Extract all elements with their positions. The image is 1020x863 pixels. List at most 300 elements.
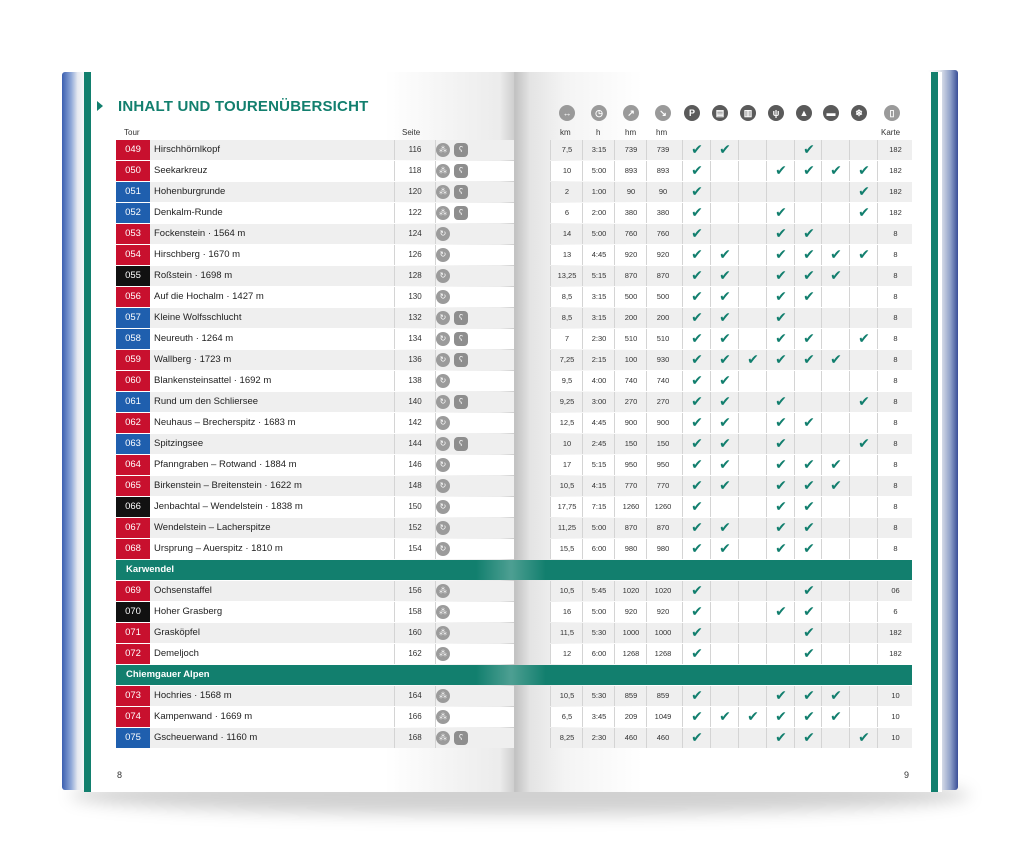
hiker-icon: ⁂ — [436, 206, 450, 220]
tour-page: 146 — [394, 455, 436, 475]
tour-number: 073 — [116, 686, 150, 706]
hiker-icon: ⁂ — [436, 143, 450, 157]
table-row — [116, 329, 912, 349]
map-icon: ▯ — [884, 105, 900, 121]
feature-check — [821, 644, 850, 664]
tour-name: Hirschberg · 1670 m — [154, 249, 241, 260]
feature-check: ✔ — [682, 245, 711, 265]
bear-icon: ʕ — [454, 206, 468, 220]
tour-hours: 5:00 — [582, 518, 615, 538]
table-row — [116, 287, 912, 307]
feature-check — [738, 602, 767, 622]
tour-km: 8,5 — [550, 308, 583, 328]
round-tour-icon: ↻ — [436, 542, 450, 556]
tour-ascent: 380 — [614, 203, 647, 223]
feature-check: ✔ — [682, 707, 711, 727]
tour-ascent: 150 — [614, 434, 647, 454]
tour-descent: 380 — [646, 203, 679, 223]
round-tour-icon: ↻ — [436, 332, 450, 346]
bear-icon: ʕ — [454, 185, 468, 199]
table-row — [116, 161, 912, 181]
clock-icon: ◷ — [591, 105, 607, 121]
round-tour-icon: ↻ — [436, 353, 450, 367]
feature-check: ✔ — [766, 161, 795, 181]
tour-map: 10 — [877, 686, 913, 706]
feature-check: ✔ — [849, 203, 878, 223]
table-row — [116, 707, 912, 727]
tour-km: 10 — [550, 434, 583, 454]
tour-descent: 1000 — [646, 623, 679, 643]
feature-check: ✔ — [710, 434, 739, 454]
feature-check — [821, 308, 850, 328]
tour-name: Wendelstein – Lacherspitze — [154, 522, 271, 533]
feature-check: ✔ — [682, 476, 711, 496]
header-hm-down: hm — [656, 128, 668, 137]
tour-km: 10,5 — [550, 686, 583, 706]
tour-ascent: 920 — [614, 602, 647, 622]
tour-ascent: 1000 — [614, 623, 647, 643]
feature-check — [849, 644, 878, 664]
tour-descent: 950 — [646, 455, 679, 475]
tour-km: 14 — [550, 224, 583, 244]
feature-check: ✔ — [766, 287, 795, 307]
feature-check — [821, 518, 850, 538]
table-row — [116, 413, 912, 433]
hiker-icon: ⁂ — [436, 164, 450, 178]
feature-check: ✔ — [794, 266, 823, 286]
tour-name: Kleine Wolfsschlucht — [154, 312, 242, 323]
feature-check: ✔ — [794, 497, 823, 517]
section-header — [116, 665, 912, 685]
feature-check: ✔ — [682, 728, 711, 748]
feature-check: ✔ — [682, 371, 711, 391]
feature-check — [738, 434, 767, 454]
feature-check: ✔ — [794, 476, 823, 496]
round-tour-icon: ↻ — [436, 458, 450, 472]
feature-check: ✔ — [682, 287, 711, 307]
feature-check — [766, 140, 795, 160]
feature-check — [821, 287, 850, 307]
tour-page: 156 — [394, 581, 436, 601]
tour-descent: 870 — [646, 518, 679, 538]
feature-check: ✔ — [710, 518, 739, 538]
feature-check — [766, 581, 795, 601]
feature-check — [766, 644, 795, 664]
tour-name: Kampenwand · 1669 m — [154, 711, 253, 722]
tour-ascent: 950 — [614, 455, 647, 475]
round-tour-icon: ↻ — [436, 395, 450, 409]
tour-page: 116 — [394, 140, 436, 160]
feature-check: ✔ — [682, 182, 711, 202]
feature-check — [821, 329, 850, 349]
feature-check: ✔ — [794, 581, 823, 601]
feature-check: ✔ — [794, 539, 823, 559]
feature-check — [849, 623, 878, 643]
feature-check: ✔ — [766, 476, 795, 496]
tour-page: 136 — [394, 350, 436, 370]
tour-number: 050 — [116, 161, 150, 181]
feature-check — [849, 224, 878, 244]
feature-check — [738, 686, 767, 706]
feature-check: ✔ — [682, 161, 711, 181]
feature-check — [738, 581, 767, 601]
round-tour-icon: ↻ — [436, 416, 450, 430]
tour-descent: 893 — [646, 161, 679, 181]
feature-check — [849, 266, 878, 286]
tour-name: Spitzingsee — [154, 438, 204, 449]
feature-check: ✔ — [794, 413, 823, 433]
tour-descent: 510 — [646, 329, 679, 349]
feature-check — [849, 413, 878, 433]
tour-ascent: 980 — [614, 539, 647, 559]
feature-check: ✔ — [821, 476, 850, 496]
feature-check — [821, 581, 850, 601]
tour-page: 168 — [394, 728, 436, 748]
bear-icon: ʕ — [454, 395, 468, 409]
tour-name: Wallberg · 1723 m — [154, 354, 232, 365]
feature-check: ✔ — [794, 623, 823, 643]
tour-hours: 2:45 — [582, 434, 615, 454]
feature-check: ✔ — [682, 497, 711, 517]
tour-descent: 859 — [646, 686, 679, 706]
tour-km: 8,5 — [550, 287, 583, 307]
feature-check: ✔ — [766, 707, 795, 727]
feature-check — [849, 350, 878, 370]
tour-name: Pfanngraben – Rotwand · 1884 m — [154, 459, 297, 470]
feature-check: ✔ — [766, 266, 795, 286]
feature-check — [821, 140, 850, 160]
section-header — [116, 560, 912, 580]
feature-check: ✔ — [682, 392, 711, 412]
tour-descent: 980 — [646, 539, 679, 559]
feature-check: ✔ — [794, 728, 823, 748]
tour-ascent: 739 — [614, 140, 647, 160]
tour-map: 8 — [877, 224, 913, 244]
table-row — [116, 728, 912, 748]
feature-check: ✔ — [766, 245, 795, 265]
table-row — [116, 686, 912, 706]
tour-number: 053 — [116, 224, 150, 244]
tour-hours: 1:00 — [582, 182, 615, 202]
tour-hours: 3:15 — [582, 308, 615, 328]
bear-icon: ʕ — [454, 731, 468, 745]
tour-name: Neureuth · 1264 m — [154, 333, 234, 344]
tour-name: Seekarkreuz — [154, 165, 208, 176]
tour-page: 150 — [394, 497, 436, 517]
tour-map: 8 — [877, 455, 913, 475]
feature-check — [821, 728, 850, 748]
feature-check: ✔ — [766, 224, 795, 244]
feature-check — [738, 497, 767, 517]
feature-check: ✔ — [710, 539, 739, 559]
table-row — [116, 245, 912, 265]
feature-check: ✔ — [766, 350, 795, 370]
gutter-fade — [476, 560, 546, 580]
tour-name: Hochries · 1568 m — [154, 690, 232, 701]
tour-map: 8 — [877, 371, 913, 391]
tour-map: 06 — [877, 581, 913, 601]
tour-hours: 4:45 — [582, 245, 615, 265]
tour-hours: 2:30 — [582, 329, 615, 349]
feature-check — [821, 392, 850, 412]
tour-ascent: 900 — [614, 413, 647, 433]
tour-km: 16 — [550, 602, 583, 622]
tour-number: 065 — [116, 476, 150, 496]
round-tour-icon: ↻ — [436, 500, 450, 514]
feature-check: ✔ — [710, 308, 739, 328]
header-tour: Tour — [124, 128, 140, 137]
feature-check: ✔ — [766, 602, 795, 622]
tour-number: 052 — [116, 203, 150, 223]
tour-page: 152 — [394, 518, 436, 538]
round-tour-icon: ↻ — [436, 269, 450, 283]
tour-number: 071 — [116, 623, 150, 643]
feature-check: ✔ — [738, 707, 767, 727]
tour-hours: 3:15 — [582, 140, 615, 160]
header-h: h — [596, 128, 601, 137]
tour-number: 068 — [116, 539, 150, 559]
feature-check — [766, 623, 795, 643]
gutter-fade — [476, 665, 546, 685]
tour-page: 144 — [394, 434, 436, 454]
tour-descent: 870 — [646, 266, 679, 286]
feature-check: ✔ — [682, 434, 711, 454]
ascent-icon: ↗ — [623, 105, 639, 121]
tour-map: 182 — [877, 623, 913, 643]
tour-km: 10,5 — [550, 581, 583, 601]
tour-ascent: 920 — [614, 245, 647, 265]
bear-icon: ʕ — [454, 437, 468, 451]
tour-page: 134 — [394, 329, 436, 349]
tour-km: 10 — [550, 161, 583, 181]
feature-check: ✔ — [794, 644, 823, 664]
tour-map: 182 — [877, 161, 913, 181]
tour-map: 182 — [877, 182, 913, 202]
feature-check: ✔ — [738, 350, 767, 370]
bus-icon: ▤ — [712, 105, 728, 121]
feature-check — [738, 329, 767, 349]
tour-page: 118 — [394, 161, 436, 181]
feature-check — [821, 224, 850, 244]
feature-check: ✔ — [710, 329, 739, 349]
feature-check — [710, 728, 739, 748]
tour-map: 8 — [877, 266, 913, 286]
feature-check: ✔ — [849, 245, 878, 265]
tour-name: Demeljoch — [154, 648, 199, 659]
tour-map: 8 — [877, 434, 913, 454]
tour-ascent: 510 — [614, 329, 647, 349]
feature-check: ✔ — [794, 350, 823, 370]
tour-descent: 270 — [646, 392, 679, 412]
tour-page: 124 — [394, 224, 436, 244]
feature-check — [821, 413, 850, 433]
feature-check: ✔ — [794, 602, 823, 622]
feature-check: ✔ — [682, 224, 711, 244]
tour-hours: 5:30 — [582, 623, 615, 643]
tour-ascent: 460 — [614, 728, 647, 748]
feature-check: ✔ — [710, 287, 739, 307]
tour-map: 182 — [877, 140, 913, 160]
hiker-icon: ⁂ — [436, 584, 450, 598]
tour-hours: 6:00 — [582, 644, 615, 664]
tour-page: 154 — [394, 539, 436, 559]
feature-check: ✔ — [710, 707, 739, 727]
tour-number: 067 — [116, 518, 150, 538]
bear-icon: ʕ — [454, 164, 468, 178]
tour-hours: 2:15 — [582, 350, 615, 370]
feature-check — [794, 203, 823, 223]
tour-map: 10 — [877, 728, 913, 748]
tour-km: 6,5 — [550, 707, 583, 727]
tour-number: 069 — [116, 581, 150, 601]
feature-check: ✔ — [710, 245, 739, 265]
tour-number: 058 — [116, 329, 150, 349]
tour-page: 128 — [394, 266, 436, 286]
feature-check — [849, 686, 878, 706]
tour-km: 7,25 — [550, 350, 583, 370]
table-row — [116, 182, 912, 202]
feature-check: ✔ — [766, 497, 795, 517]
feature-check: ✔ — [710, 371, 739, 391]
tour-map: 10 — [877, 707, 913, 727]
feature-check — [794, 371, 823, 391]
teal-margin-left — [84, 72, 91, 792]
feature-check — [821, 497, 850, 517]
tour-map: 8 — [877, 476, 913, 496]
feature-check — [738, 161, 767, 181]
feature-check: ✔ — [766, 308, 795, 328]
feature-check — [738, 308, 767, 328]
feature-check: ✔ — [766, 728, 795, 748]
page-number-left: 8 — [117, 770, 123, 780]
feature-check — [821, 623, 850, 643]
table-row — [116, 224, 912, 244]
feature-check: ✔ — [682, 539, 711, 559]
round-tour-icon: ↻ — [436, 248, 450, 262]
tour-km: 9,25 — [550, 392, 583, 412]
feature-check: ✔ — [766, 203, 795, 223]
descent-icon: ↘ — [655, 105, 671, 121]
feature-check: ✔ — [682, 581, 711, 601]
feature-check — [849, 476, 878, 496]
table-row — [116, 350, 912, 370]
tour-descent: 1049 — [646, 707, 679, 727]
feature-check — [794, 308, 823, 328]
table-row — [116, 203, 912, 223]
feature-check: ✔ — [682, 308, 711, 328]
table-row — [116, 518, 912, 538]
bear-icon: ʕ — [454, 143, 468, 157]
feature-check: ✔ — [710, 455, 739, 475]
feature-check — [738, 518, 767, 538]
feature-check: ✔ — [766, 392, 795, 412]
feature-check — [821, 539, 850, 559]
tour-ascent: 90 — [614, 182, 647, 202]
table-row — [116, 308, 912, 328]
feature-check: ✔ — [682, 140, 711, 160]
tour-hours: 7:15 — [582, 497, 615, 517]
feature-check: ✔ — [682, 644, 711, 664]
section-title: Karwendel — [126, 564, 175, 575]
feature-check: ✔ — [682, 203, 711, 223]
tour-km: 6 — [550, 203, 583, 223]
tour-ascent: 760 — [614, 224, 647, 244]
tour-number: 075 — [116, 728, 150, 748]
feature-check: ✔ — [821, 266, 850, 286]
feature-check — [821, 182, 850, 202]
feature-check — [738, 182, 767, 202]
tour-ascent: 870 — [614, 266, 647, 286]
tour-ascent: 1260 — [614, 497, 647, 517]
round-tour-icon: ↻ — [436, 521, 450, 535]
tour-hours: 4:00 — [582, 371, 615, 391]
tour-page: 132 — [394, 308, 436, 328]
tour-descent: 900 — [646, 413, 679, 433]
feature-check: ✔ — [794, 707, 823, 727]
tour-page: 122 — [394, 203, 436, 223]
tour-number: 055 — [116, 266, 150, 286]
tour-km: 13,25 — [550, 266, 583, 286]
feature-check — [738, 623, 767, 643]
feature-check — [849, 455, 878, 475]
signpost-icon: ↔ — [559, 105, 575, 121]
table-row — [116, 371, 912, 391]
tour-descent: 740 — [646, 371, 679, 391]
tour-number: 060 — [116, 371, 150, 391]
tour-name: Hoher Grasberg — [154, 606, 223, 617]
feature-check: ✔ — [794, 224, 823, 244]
hiker-icon: ⁂ — [436, 710, 450, 724]
tour-hours: 5:15 — [582, 266, 615, 286]
feature-check — [821, 434, 850, 454]
feature-check — [710, 581, 739, 601]
feature-check: ✔ — [682, 329, 711, 349]
feature-check: ✔ — [710, 413, 739, 433]
round-tour-icon: ↻ — [436, 437, 450, 451]
tour-name: Roßstein · 1698 m — [154, 270, 233, 281]
tour-ascent: 209 — [614, 707, 647, 727]
tour-map: 182 — [877, 203, 913, 223]
feature-check: ✔ — [682, 602, 711, 622]
feature-check — [794, 182, 823, 202]
tour-hours: 3:00 — [582, 392, 615, 412]
tour-ascent: 100 — [614, 350, 647, 370]
feature-check: ✔ — [821, 350, 850, 370]
tour-number: 064 — [116, 455, 150, 475]
tour-km: 13 — [550, 245, 583, 265]
round-tour-icon: ↻ — [436, 374, 450, 388]
tour-number: 066 — [116, 497, 150, 517]
feature-check: ✔ — [710, 392, 739, 412]
tour-map: 8 — [877, 245, 913, 265]
tour-map: 8 — [877, 308, 913, 328]
tour-number: 072 — [116, 644, 150, 664]
tour-km: 17 — [550, 455, 583, 475]
feature-check — [849, 308, 878, 328]
table-row — [116, 455, 912, 475]
feature-check: ✔ — [849, 161, 878, 181]
feature-check — [710, 203, 739, 223]
feature-check: ✔ — [710, 266, 739, 286]
feature-check: ✔ — [682, 686, 711, 706]
tour-descent: 1268 — [646, 644, 679, 664]
feature-check: ✔ — [766, 329, 795, 349]
tour-hours: 5:45 — [582, 581, 615, 601]
hiker-icon: ⁂ — [436, 647, 450, 661]
feature-check: ✔ — [849, 434, 878, 454]
feature-check: ✔ — [794, 518, 823, 538]
tour-name: Neuhaus – Brecherspitz · 1683 m — [154, 417, 296, 428]
